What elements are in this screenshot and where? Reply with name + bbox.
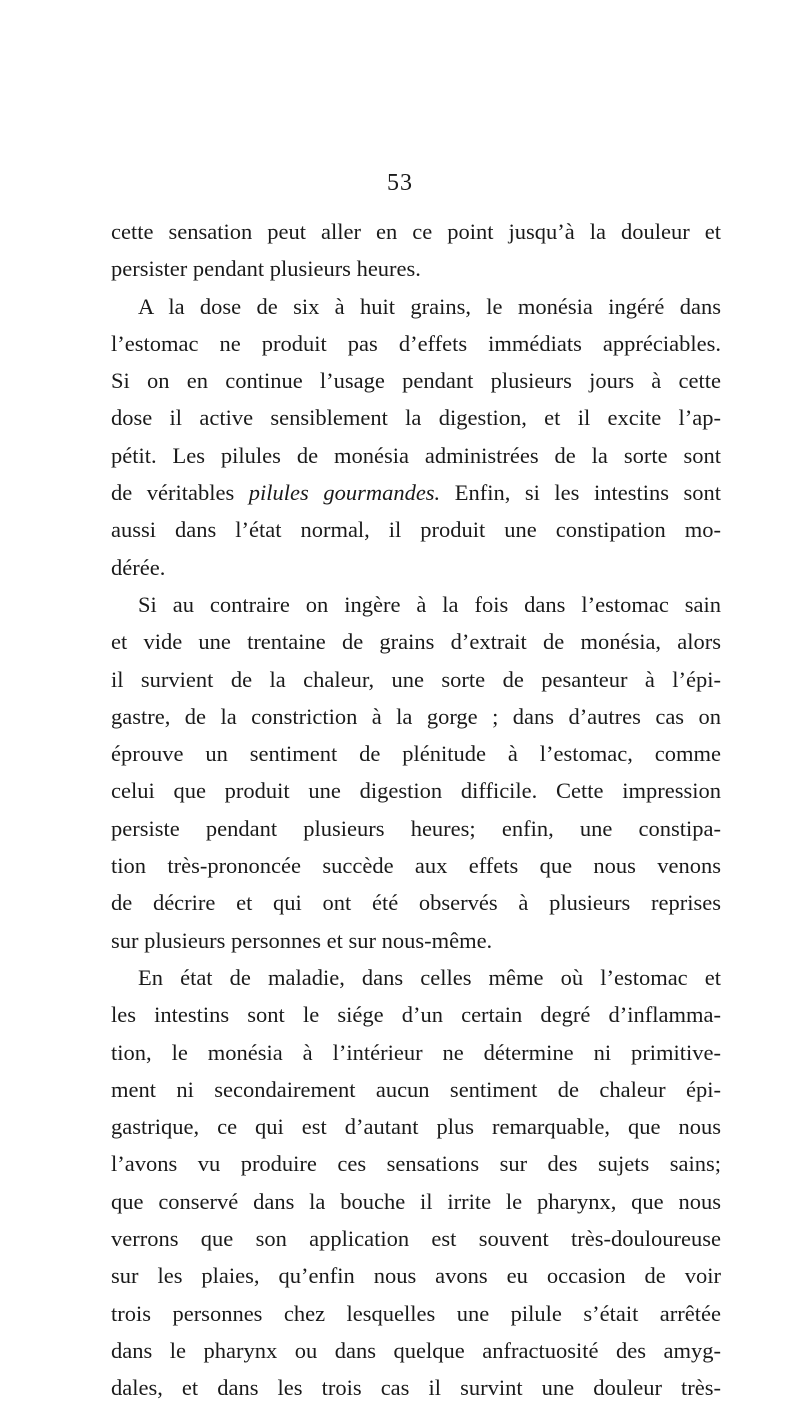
text-line: tion très-prononcée succède aux effets que nous venons [111,853,721,879]
text-line: que conservé dans la bouche il irrite le pharynx, que nous [111,1188,721,1214]
text-line: Si on en continue l’usage pendant plusieurs jours à cette [111,368,721,394]
text-line: dérée. [111,554,166,580]
text-line: éprouve un sentiment de plénitude à l’estomac, comme [111,741,721,767]
text-run: Enfin, si les intestins sont [440,480,721,506]
text-line: cette sensation peut aller en ce point jusqu’à la douleur et [111,219,721,244]
text-line: trois personnes chez lesquelles une pilule s’était arrêtée [111,1300,721,1326]
text-line: persister pendant plusieurs heures. [111,256,421,282]
text-line: tion, le monésia à l’intérieur ne détermine ni primitive- [111,1039,721,1065]
text-line: les intestins sont le siége d’un certain degré d’inflamma- [111,1002,721,1028]
text-line: persiste pendant plusieurs heures; enfin, une constipa- [111,815,721,841]
text-line: A la dose de six à huit grains, le monésia ingéré dans [138,293,721,319]
text-line: verrons que son application est souvent très-douloureuse [111,1226,721,1252]
text-line [111,474,721,511]
text-line: l’avons vu produire ces sensations sur des sujets sains; [111,1151,721,1177]
text-line: de décrire et qui ont été observés à plusieurs reprises [111,890,721,916]
text-line: il survient de la chaleur, une sorte de pesanteur à l’épi- [111,666,721,692]
page-number: 53 [387,170,413,196]
text-line: sur les plaies, qu’enfin nous avons eu occasion de voir [111,1263,721,1289]
text-line: l’estomac ne produit pas d’effets immédiats appréciables. [111,330,721,356]
text-line: dans le pharynx ou dans quelque anfractuosité des amyg- [111,1337,721,1363]
text-line: Si au contraire on ingère à la fois dans l’estomac sain [138,591,721,617]
text-line: pétit. Les pilules de monésia administrées de la sorte sont [111,442,721,468]
text-line: gastre, de la constriction à la gorge ; dans d’autres cas on [111,703,721,729]
text-line: ment ni secondairement aucun sentiment de chaleur épi- [111,1076,721,1102]
italic-phrase: pilules gourmandes. [248,480,441,506]
body-text [111,213,721,1407]
text-line: celui que produit une digestion difficile. Cette impression [111,778,721,804]
text-line: dose il active sensiblement la digestion, et il excite l’ap- [111,405,721,431]
text-line: aussi dans l’état normal, il produit une constipation mo- [111,517,721,543]
text-line: gastrique, ce qui est d’autant plus remarquable, que nous [111,1114,721,1140]
text-line: dales, et dans les trois cas il survint une douleur très- [111,1375,721,1401]
text-line: sur plusieurs personnes et sur nous-même. [111,927,493,953]
text-line: et vide une trentaine de grains d’extrait de monésia, alors [111,629,721,655]
text-run: de véritables [111,480,249,506]
text-line: En état de maladie, dans celles même où l’estomac et [138,964,721,990]
